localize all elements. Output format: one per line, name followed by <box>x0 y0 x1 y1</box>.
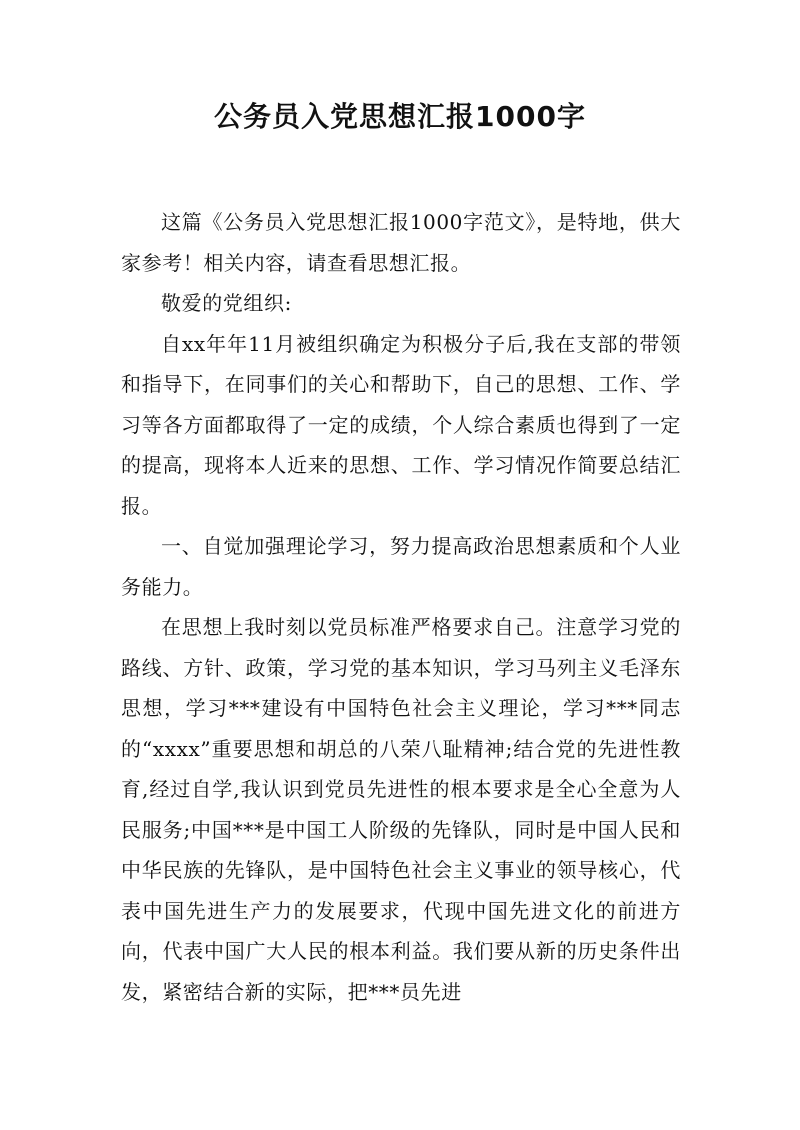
paragraph-summary: 自xx年年11月被组织确定为积极分子后,我在支部的带领和指导下，在同事们的关心和帮助下，自己的思想、工作、学习等各方面都取得了一定的成绩，个人综合素质也得到了一定的提高，现将本人近来的思想、工作、学习情况作简要总结汇报。 <box>121 331 681 518</box>
document-title: 公务员入党思想汇报1000字 <box>214 100 586 133</box>
paragraph-theory-study: 在思想上我时刻以党员标准严格要求自己。注意学习党的路线、方针、政策，学习党的基本知识，学习马列主义毛泽东思想，学习***建设有中国特色社会主义理论，学习***同志的“xxxx”重要思想和胡总的八荣八耻精神;结合党的先进性教育,经过自学,我认识到党员先进性的根本要求是全心全意为人民服务;中国***是中国工人阶级的先锋队，同时是中国人民和中华民族的先锋队，是中国特色社会主义事业的领导核心，代表中国先进生产力的发展要求，代现中国先进文化的前进方向，代表中国广大人民的根本利益。我们要从新的历史条件出发，紧密结合新的实际，把***员先进 <box>121 615 681 1004</box>
paragraph-intro: 这篇《公务员入党思想汇报1000字范文》，是特地，供大家参考！相关内容，请查看思想汇报。 <box>121 210 681 275</box>
document-body <box>121 202 681 1012</box>
paragraph-salutation: 敬爱的党组织: <box>161 291 292 315</box>
section-heading-1: 一、自觉加强理论学习，努力提高政治思想素质和个人业务能力。 <box>121 534 681 599</box>
